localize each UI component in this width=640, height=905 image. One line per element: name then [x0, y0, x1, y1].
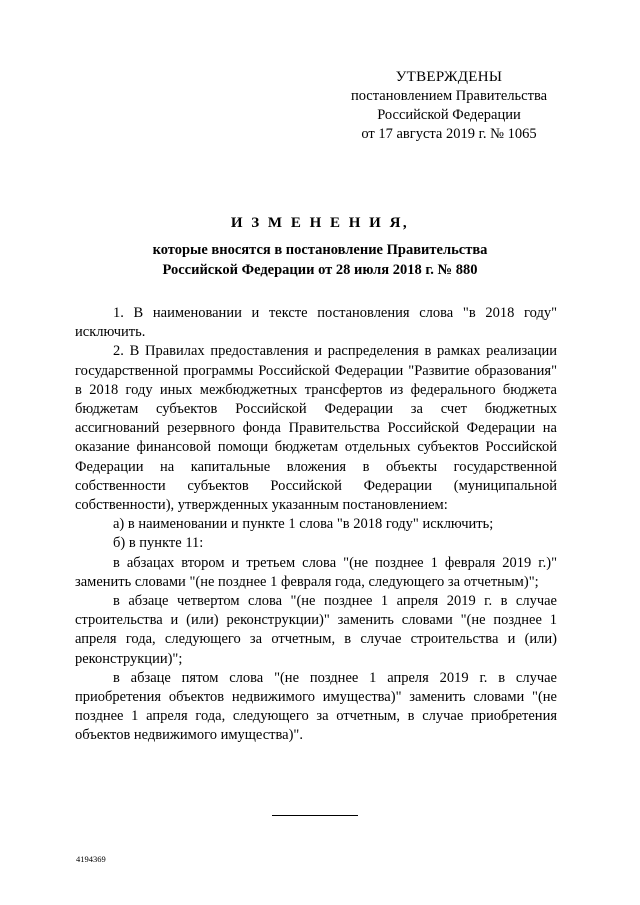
paragraph: 1. В наименовании и тексте постановления слова "в 2018 году" исключить. — [75, 305, 557, 341]
approval-line: постановлением Правительства — [350, 88, 548, 104]
document-title: И З М Е Н Е Н И Я, — [230, 215, 410, 231]
approval-date-line: от 17 августа 2019 г. № 1065 — [361, 126, 537, 142]
subtitle-line: которые вносятся в постановление Правительства — [152, 242, 488, 258]
document-number: 4194369 — [76, 854, 106, 864]
separator-line — [272, 815, 358, 816]
approval-stamp — [330, 68, 568, 144]
approval-heading: УТВЕРЖДЕНЫ — [395, 69, 503, 85]
approval-line: Российской Федерации — [377, 107, 521, 123]
document-subtitle — [60, 240, 580, 280]
paragraph: в абзаце пятом слова "(не позднее 1 апреля 2019 г. в случае приобретения объектов недвижимого имущества)" заменить словами "(не позднее 1 апреля года, следующего за отчетным, в случае приобретения объектов недвижимого имущества)". — [75, 669, 557, 744]
paragraph: в абзаце четвертом слова "(не позднее 1 апреля 2019 г. в случае строительства и (или) реконструкции)" заменить словами "(не позднее 1 апреля года, следующего за отчетным, в случае строительства и (или) реконструкции)"; — [75, 593, 557, 667]
subtitle-line: Российской Федерации от 28 июля 2018 г. № 880 — [162, 262, 478, 278]
paragraph: 2. В Правилах предоставления и распределения в рамках реализации государственной программы Российской Федерации "Развитие образования" в 2018 году иных межбюджетных трансфертов из федерального бюджета бюджетам субъектов Российской Федерации за счет бюджетных ассигнований резервного фонда Правительства Российской Федерации на оказание финансовой помощи бюджетам отдельных субъектов Российской Федерации на капитальные вложения в объекты государственной собственности субъектов Российской Федерации (муниципальной собственности), утвержденных указанным постановлением: — [75, 343, 557, 514]
document-body — [75, 304, 557, 746]
paragraph: а) в наименовании и пункте 1 слова "в 2018 году" исключить; — [113, 516, 494, 533]
paragraph: б) в пункте 11: — [113, 535, 204, 552]
paragraph: в абзацах втором и третьем слова "(не позднее 1 февраля 2019 г.)" заменить словами "(не позднее 1 февраля года, следующего за отчетным)"; — [75, 554, 557, 590]
